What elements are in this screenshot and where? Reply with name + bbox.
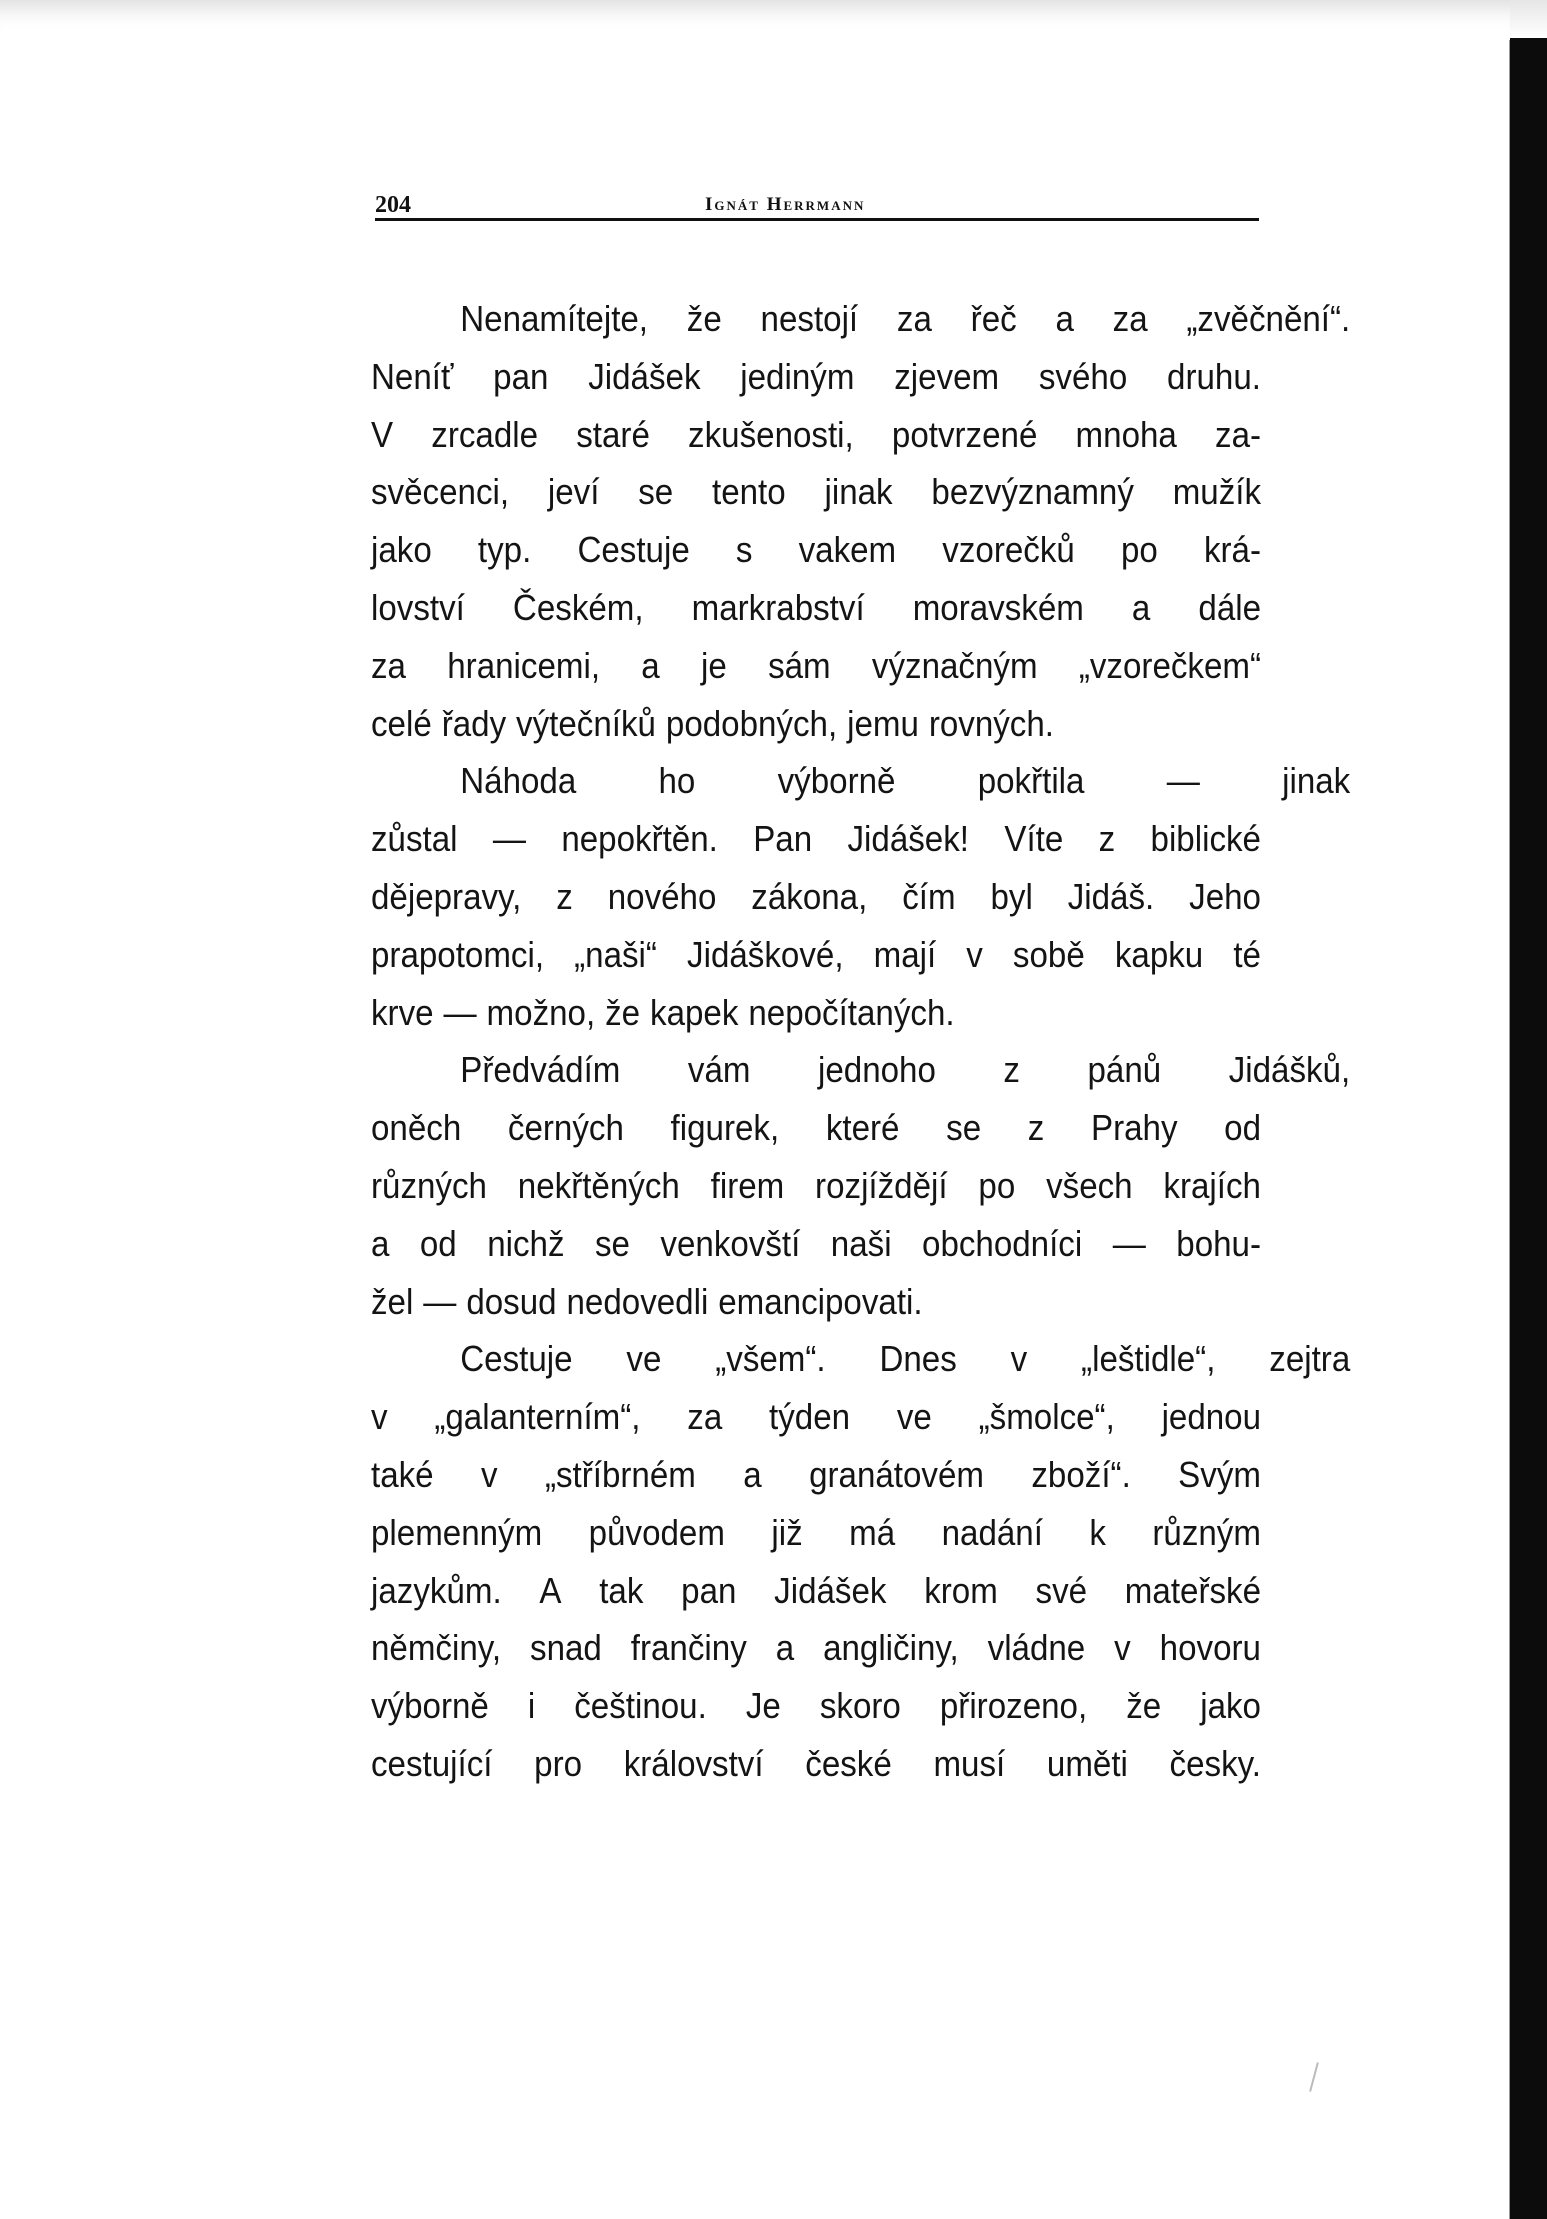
word: z: [556, 875, 573, 917]
text-line: [371, 868, 1261, 926]
word: svěcenci,: [371, 471, 510, 513]
text-line: [371, 926, 1261, 984]
word: výborně: [371, 1685, 489, 1727]
text-line: [371, 579, 1261, 637]
word: původem: [588, 1511, 725, 1553]
word: jednoho: [818, 1049, 936, 1091]
word: skoro: [819, 1685, 901, 1727]
word: české: [805, 1742, 892, 1784]
word: za: [1112, 298, 1148, 339]
word: za-: [1215, 413, 1262, 455]
word: nadání: [941, 1511, 1043, 1553]
word: již: [771, 1511, 803, 1553]
word: dále: [1198, 586, 1262, 628]
word: „galanterním“,: [434, 1396, 641, 1438]
word: a: [641, 644, 660, 686]
word: Jeho: [1189, 875, 1261, 917]
word: ve: [626, 1338, 662, 1380]
word: jinak: [824, 471, 893, 513]
word: zjevem: [894, 355, 1000, 397]
word: Nenamítejte,: [460, 298, 649, 339]
word: sám: [768, 644, 831, 686]
text-line: [371, 984, 1261, 1042]
word: že: [1126, 1685, 1162, 1727]
word: jako: [371, 529, 432, 571]
word: všech: [1046, 1164, 1133, 1206]
word: Jidášek!: [847, 818, 969, 860]
word: jazykům.: [371, 1569, 502, 1611]
word: lovství: [371, 586, 465, 628]
text-line: [371, 1273, 1261, 1331]
word: v: [1114, 1627, 1131, 1669]
word: „šmolce“,: [978, 1396, 1115, 1438]
word: Prahy: [1091, 1107, 1178, 1149]
word: češtinou.: [574, 1685, 707, 1727]
word: pánů: [1087, 1049, 1162, 1091]
word: „zvěčnění“.: [1186, 298, 1351, 339]
word: jediným: [740, 355, 855, 397]
word: svého: [1038, 355, 1128, 397]
word: Jidášek: [774, 1569, 887, 1611]
word: krajích: [1163, 1164, 1261, 1206]
word: rovných.: [928, 702, 1054, 744]
text-line: [371, 1562, 1261, 1620]
text-line: [371, 1330, 1350, 1388]
word: pokřtila: [977, 760, 1085, 802]
text-line: [371, 810, 1261, 868]
word: černých: [507, 1107, 624, 1149]
word: a: [743, 1453, 762, 1495]
word: z: [1098, 818, 1116, 860]
word: význačným: [871, 644, 1038, 686]
word: musí: [933, 1742, 1006, 1784]
word: v: [1010, 1338, 1028, 1380]
word: Náhoda: [460, 760, 577, 802]
word: typ.: [477, 529, 532, 571]
word: nedovedli: [566, 1280, 709, 1322]
page-header: [375, 192, 1259, 221]
word: „všem“.: [715, 1338, 826, 1380]
word: Dnes: [879, 1338, 957, 1380]
word: zejtra: [1269, 1338, 1351, 1380]
word: —: [443, 991, 477, 1033]
word: tak: [599, 1569, 644, 1611]
word: mužík: [1172, 471, 1262, 513]
text-line: [371, 348, 1261, 406]
word: „naši“: [574, 933, 657, 975]
word: Víte: [1004, 818, 1064, 860]
text-line: [371, 1504, 1261, 1562]
word: v: [480, 1453, 498, 1495]
word: bezvýznamný: [931, 471, 1134, 513]
word: a: [775, 1627, 795, 1669]
word: prapotomci,: [371, 933, 545, 975]
word: a: [1055, 298, 1074, 339]
word: uměti: [1046, 1742, 1128, 1784]
word: cestující: [371, 1742, 493, 1784]
word: nového: [607, 875, 717, 917]
text-line: [371, 406, 1261, 464]
word: zboží“.: [1031, 1453, 1131, 1495]
word: snad: [530, 1627, 602, 1669]
word: té: [1233, 933, 1261, 975]
word: Předvádím: [460, 1049, 621, 1091]
word: naši: [830, 1222, 892, 1264]
word: jemu: [847, 702, 919, 744]
word: a: [1131, 586, 1151, 628]
word: staré: [576, 413, 650, 455]
word: Je: [745, 1685, 781, 1727]
word: Cestuje: [460, 1338, 573, 1380]
word: figurek,: [670, 1107, 780, 1149]
word: A: [539, 1569, 562, 1611]
word: čím: [902, 875, 956, 917]
text-line: [371, 637, 1261, 695]
word: —: [1166, 760, 1200, 802]
text-line: [371, 290, 1350, 348]
word: má: [849, 1511, 896, 1553]
word: různým: [1152, 1511, 1261, 1553]
word: —: [423, 1280, 457, 1322]
word: pan: [493, 355, 549, 397]
text-line: [371, 463, 1261, 521]
word: které: [825, 1107, 900, 1149]
word: nepočítaných.: [748, 991, 955, 1033]
word: frančiny: [630, 1627, 747, 1669]
word: pan: [681, 1569, 737, 1611]
word: se: [594, 1222, 630, 1264]
word: řeč: [970, 298, 1017, 339]
word: mateřské: [1124, 1569, 1262, 1611]
word: za: [371, 644, 406, 686]
word: výtečníků: [516, 702, 656, 744]
word: druhu.: [1167, 355, 1261, 397]
word: krá-: [1203, 529, 1261, 571]
margin-pencil-mark: [1309, 2062, 1319, 2091]
word: výborně: [777, 760, 896, 802]
word: od: [1224, 1107, 1262, 1149]
word: se: [638, 471, 674, 513]
word: nestojí: [760, 298, 859, 339]
word: v: [966, 933, 983, 975]
word: sobě: [1012, 933, 1085, 975]
text-line: [371, 1388, 1261, 1446]
word: krom: [924, 1569, 998, 1611]
word: a: [371, 1222, 390, 1264]
word: ho: [658, 760, 696, 802]
text-line: [371, 1099, 1261, 1157]
word: přirozeno,: [939, 1685, 1088, 1727]
word: celé: [371, 702, 432, 744]
word: hovoru: [1159, 1627, 1261, 1669]
word: Neníť: [371, 355, 454, 397]
page-number: 204: [375, 192, 411, 218]
word: ve: [896, 1396, 932, 1438]
word: Jidáškové,: [687, 933, 844, 975]
word: granátovém: [809, 1453, 984, 1495]
word: —: [1112, 1222, 1146, 1264]
word: vakem: [798, 529, 897, 571]
word: vládne: [987, 1627, 1086, 1669]
word: „stříbrném: [544, 1453, 696, 1495]
word: bohu-: [1176, 1222, 1261, 1264]
word: Cestuje: [577, 529, 690, 571]
word: kapku: [1114, 933, 1204, 975]
word: také: [371, 1453, 434, 1495]
word: zákona,: [751, 875, 868, 917]
word: plemenným: [371, 1511, 543, 1553]
word: Jidášek: [588, 355, 701, 397]
word: zkušenosti,: [688, 413, 854, 455]
word: nekřtěných: [517, 1164, 680, 1206]
word: V: [371, 413, 394, 455]
word: firem: [710, 1164, 785, 1206]
word: že: [605, 991, 641, 1033]
word: nichž: [487, 1222, 565, 1264]
word: angličiny,: [823, 1627, 959, 1669]
word: že: [686, 298, 722, 339]
word: jeví: [547, 471, 600, 513]
word: kapek: [650, 991, 739, 1033]
word: krve: [371, 991, 434, 1033]
text-line: [371, 1677, 1261, 1735]
word: své: [1035, 1569, 1088, 1611]
word: Jidáš.: [1067, 875, 1155, 917]
word: rozjíždějí: [815, 1164, 948, 1206]
word: biblické: [1150, 818, 1261, 860]
body-text: [371, 290, 1351, 1793]
word: „leštidle“,: [1081, 1338, 1216, 1380]
word: byl: [990, 875, 1033, 917]
word: emancipovati.: [718, 1280, 923, 1322]
word: dosud: [466, 1280, 557, 1322]
text-line: [371, 1215, 1261, 1273]
word: podobných,: [665, 702, 838, 744]
word: za: [687, 1396, 723, 1438]
running-head: Ignát Herrmann: [705, 194, 866, 215]
word: řady: [441, 702, 507, 744]
word: je: [701, 644, 727, 686]
word: Pan: [753, 818, 813, 860]
word: jako: [1200, 1685, 1261, 1727]
word: Jidášků,: [1228, 1049, 1351, 1091]
word: z: [1003, 1049, 1020, 1091]
word: tento: [712, 471, 786, 513]
word: z: [1027, 1107, 1045, 1149]
word: markrabství: [691, 586, 865, 628]
word: různých: [371, 1164, 487, 1206]
word: žel: [371, 1280, 414, 1322]
word: jednou: [1161, 1396, 1262, 1438]
word: němčiny,: [371, 1627, 502, 1669]
text-line: [371, 1157, 1261, 1215]
word: mají: [873, 933, 937, 975]
text-line: [371, 1619, 1261, 1677]
text-line: [371, 752, 1350, 810]
scan-dark-border: [1510, 38, 1547, 2219]
word: po: [978, 1164, 1016, 1206]
word: týden: [769, 1396, 851, 1438]
text-line: [371, 1735, 1261, 1793]
word: i: [527, 1685, 536, 1727]
word: s: [735, 529, 753, 571]
word: vzorečků: [942, 529, 1075, 571]
word: nepokřtěn.: [561, 818, 718, 860]
text-line: [371, 1446, 1261, 1504]
word: Svým: [1178, 1453, 1261, 1495]
word: moravském: [912, 586, 1084, 628]
word: jinak: [1282, 760, 1351, 802]
word: —: [492, 818, 526, 860]
word: se: [946, 1107, 982, 1149]
word: zůstal: [371, 818, 458, 860]
word: vám: [687, 1049, 751, 1091]
word: obchodníci: [922, 1222, 1083, 1264]
word: hranicemi,: [447, 644, 601, 686]
word: pro: [534, 1742, 583, 1784]
word: potvrzené: [891, 413, 1038, 455]
word: oněch: [371, 1107, 462, 1149]
word: po: [1120, 529, 1158, 571]
text-line: [371, 521, 1261, 579]
word: „vzorečkem“: [1078, 644, 1262, 686]
word: mnoha: [1075, 413, 1177, 455]
word: dějepravy,: [371, 875, 522, 917]
text-line: [371, 1041, 1350, 1099]
word: možno,: [486, 991, 596, 1033]
word: venkovští: [660, 1222, 801, 1264]
word: od: [419, 1222, 457, 1264]
word: Českém,: [512, 586, 644, 628]
word: království: [623, 1742, 764, 1784]
text-line: [371, 695, 1261, 753]
word: za: [896, 298, 932, 339]
word: zrcadle: [431, 413, 539, 455]
word: v: [371, 1396, 388, 1438]
word: k: [1089, 1511, 1106, 1553]
word: česky.: [1169, 1742, 1261, 1784]
